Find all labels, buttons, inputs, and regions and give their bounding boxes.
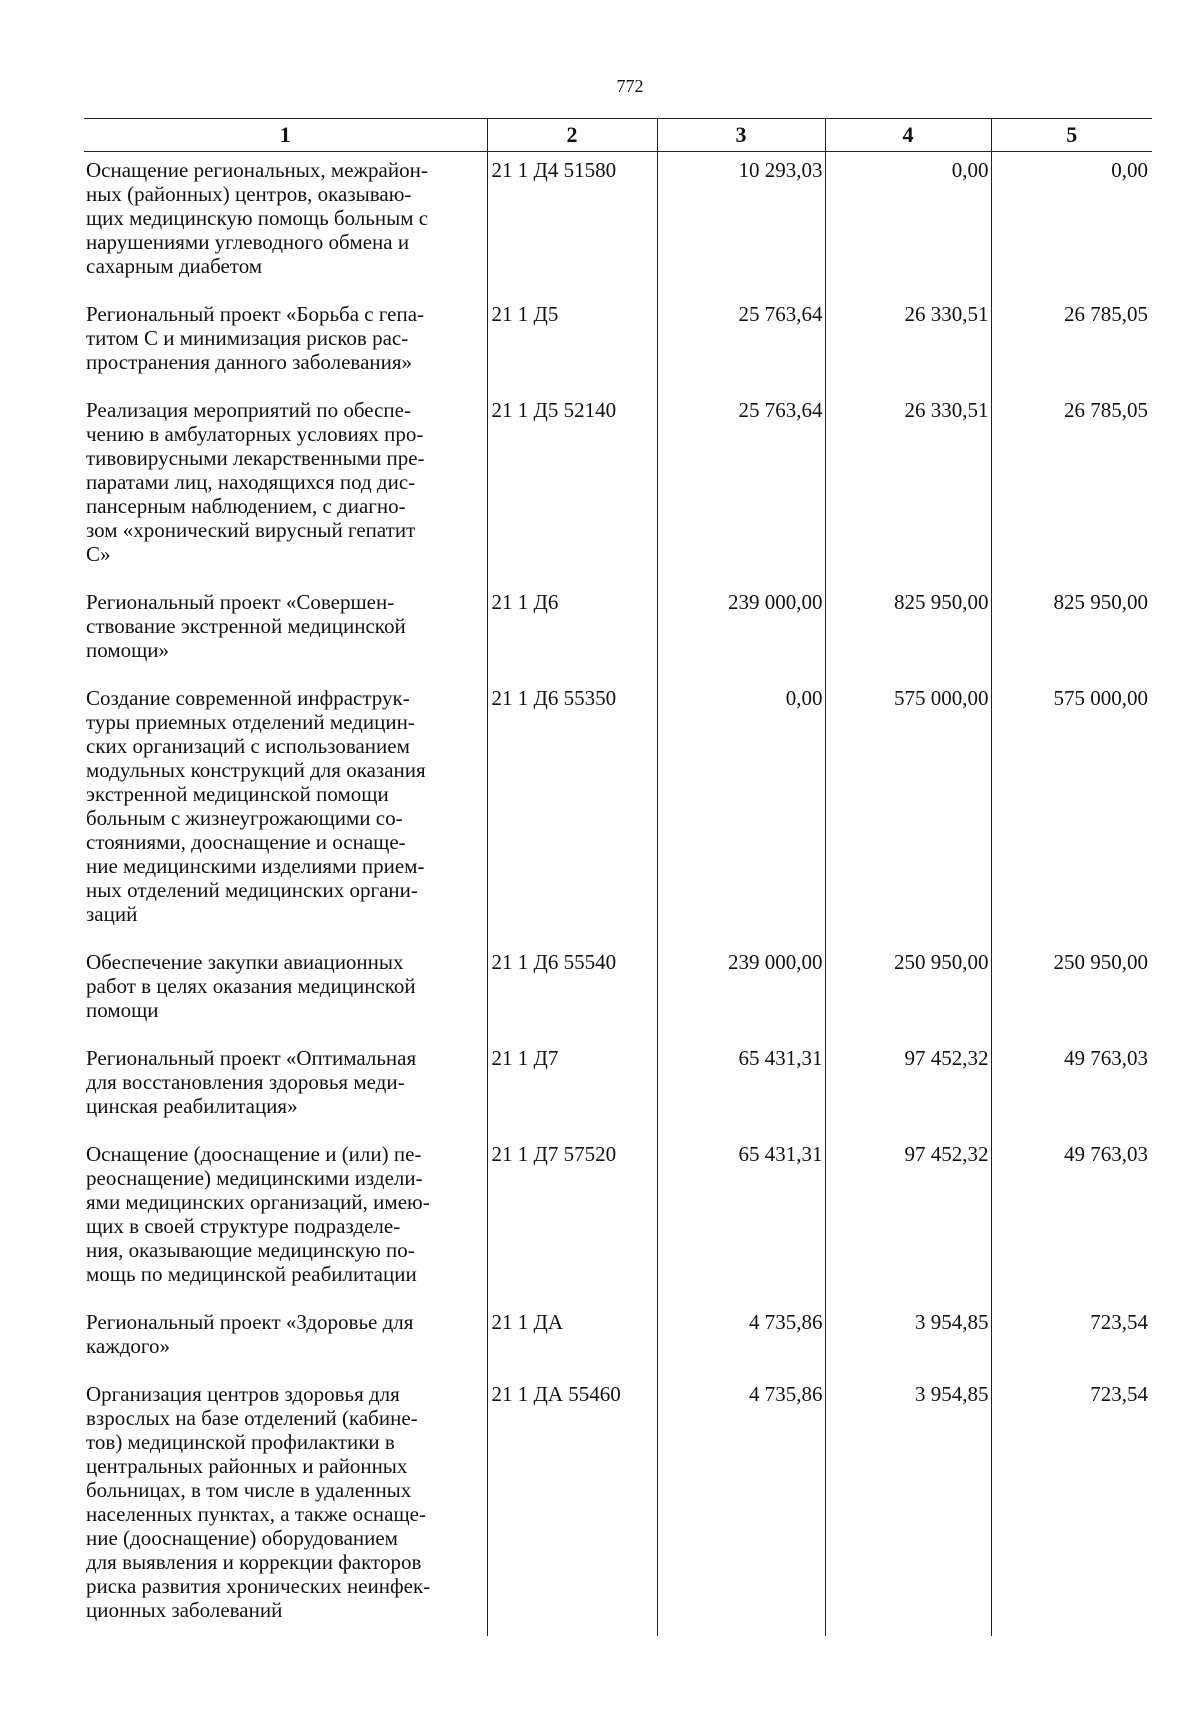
row-value-5: 575 000,00 [991, 680, 1152, 944]
table-body [84, 152, 1152, 1637]
row-name-line: для восстановления здоровья меди- [86, 1070, 405, 1094]
row-name [84, 944, 487, 1040]
table-row [84, 1304, 1152, 1376]
row-name-line: населенных пунктах, а также оснаще- [86, 1502, 426, 1526]
row-name-line: ние (дооснащение) оборудованием [86, 1526, 398, 1550]
row-name [84, 1376, 487, 1636]
row-name-line: помощи [86, 998, 159, 1022]
row-name-line: ния, оказывающие медицинскую по- [86, 1238, 415, 1262]
row-value-5: 250 950,00 [991, 944, 1152, 1040]
row-value-3: 10 293,03 [657, 152, 825, 297]
row-name-line: Обеспечение закупки авиационных [86, 950, 404, 974]
row-name-line: зом «хронический вирусный гепатит [86, 518, 416, 542]
row-value-5: 825 950,00 [991, 584, 1152, 680]
row-name-line: больным с жизнеугрожающими со- [86, 806, 403, 830]
row-code: 21 1 Д5 52140 [487, 392, 657, 584]
row-name-line: ями медицинских организаций, имею- [86, 1190, 430, 1214]
row-name-line: щих в своей структуре подразделе- [86, 1214, 401, 1238]
table-row [84, 584, 1152, 680]
row-value-3: 239 000,00 [657, 944, 825, 1040]
table-row [84, 1136, 1152, 1304]
row-value-5: 26 785,05 [991, 296, 1152, 392]
row-code: 21 1 Д7 57520 [487, 1136, 657, 1304]
row-code: 21 1 ДА [487, 1304, 657, 1376]
row-name-line: заций [86, 902, 138, 926]
row-code: 21 1 Д7 [487, 1040, 657, 1136]
row-name [84, 296, 487, 392]
row-name-line: Региональный проект «Совершен- [86, 590, 395, 614]
row-name-line: мощь по медицинской реабилитации [86, 1262, 417, 1286]
page-number: 772 [616, 76, 644, 96]
row-name-line: больницах, в том числе в удаленных [86, 1478, 412, 1502]
row-name [84, 1040, 487, 1136]
row-value-3: 65 431,31 [657, 1136, 825, 1304]
row-value-5: 723,54 [991, 1304, 1152, 1376]
row-name-line: нарушениями углеводного обмена и [86, 230, 410, 254]
budget-table [84, 118, 1152, 1636]
row-code: 21 1 Д6 55540 [487, 944, 657, 1040]
row-name-line: центральных районных и районных [86, 1454, 408, 1478]
header-col-1: 1 [84, 119, 487, 152]
row-name-line: щих медицинскую помощь больным с [86, 206, 429, 230]
table-row [84, 152, 1152, 297]
table-row [84, 944, 1152, 1040]
row-code: 21 1 ДА 55460 [487, 1376, 657, 1636]
row-name-line: пространения данного заболевания» [86, 350, 413, 374]
table-row [84, 296, 1152, 392]
row-name-line: для выявления и коррекции факторов [86, 1550, 422, 1574]
row-value-3: 25 763,64 [657, 296, 825, 392]
row-name [84, 680, 487, 944]
row-name-line: Региональный проект «Борьба с гепа- [86, 302, 425, 326]
table-row [84, 392, 1152, 584]
header-row [84, 119, 1152, 152]
table-row [84, 1040, 1152, 1136]
row-value-3: 239 000,00 [657, 584, 825, 680]
row-name-line: чению в амбулаторных условиях про- [86, 422, 424, 446]
row-name-line: цинская реабилитация» [86, 1094, 298, 1118]
row-code: 21 1 Д6 [487, 584, 657, 680]
row-value-4: 250 950,00 [825, 944, 991, 1040]
row-name-line: С» [86, 542, 111, 566]
row-name-line: реоснащение) медицинскими издели- [86, 1166, 423, 1190]
row-value-5: 0,00 [991, 152, 1152, 297]
row-name-line: Создание современной инфраструк- [86, 686, 410, 710]
row-name-line: ствование экстренной медицинской [86, 614, 406, 638]
row-name-line: ских организаций с использованием [86, 734, 410, 758]
row-value-5: 723,54 [991, 1376, 1152, 1636]
row-value-3: 4 735,86 [657, 1304, 825, 1376]
row-value-4: 575 000,00 [825, 680, 991, 944]
row-name-line: туры приемных отделений медицин- [86, 710, 415, 734]
row-name-line: риска развития хронических неинфек- [86, 1574, 431, 1598]
row-name-line: стояниями, дооснащение и оснаще- [86, 830, 406, 854]
header-col-5: 5 [991, 119, 1152, 152]
row-value-4: 3 954,85 [825, 1376, 991, 1636]
row-name-line: тов) медицинской профилактики в [86, 1430, 395, 1454]
row-name-line: Оснащение (дооснащение и (или) пе- [86, 1142, 422, 1166]
row-name [84, 1136, 487, 1304]
row-name-line: каждого» [86, 1334, 170, 1358]
row-name-line: титом С и минимизация рисков рас- [86, 326, 409, 350]
row-value-3: 25 763,64 [657, 392, 825, 584]
header-col-2: 2 [487, 119, 657, 152]
row-name-line: ных отделений медицинских органи- [86, 878, 418, 902]
row-name-line: ных (районных) центров, оказываю- [86, 182, 412, 206]
row-name [84, 584, 487, 680]
header-col-4: 4 [825, 119, 991, 152]
row-name [84, 152, 487, 297]
row-name-line: тивовирусными лекарственными пре- [86, 446, 425, 470]
row-value-4: 3 954,85 [825, 1304, 991, 1376]
row-value-4: 97 452,32 [825, 1136, 991, 1304]
row-value-5: 26 785,05 [991, 392, 1152, 584]
row-code: 21 1 Д4 51580 [487, 152, 657, 297]
row-name-line: ние медицинскими изделиями прием- [86, 854, 425, 878]
row-value-4: 26 330,51 [825, 392, 991, 584]
row-name-line: помощи» [86, 638, 170, 662]
row-name-line: Организация центров здоровья для [86, 1382, 400, 1406]
row-name-line: пансерным наблюдением, с диагно- [86, 494, 406, 518]
row-name-line: Реализация мероприятий по обеспе- [86, 398, 411, 422]
row-value-3: 65 431,31 [657, 1040, 825, 1136]
row-name [84, 1304, 487, 1376]
row-code: 21 1 Д5 [487, 296, 657, 392]
row-value-5: 49 763,03 [991, 1136, 1152, 1304]
row-name-line: Региональный проект «Здоровье для [86, 1310, 414, 1334]
row-name-line: экстренной медицинской помощи [86, 782, 389, 806]
row-value-4: 825 950,00 [825, 584, 991, 680]
row-value-4: 97 452,32 [825, 1040, 991, 1136]
row-name-line: взрослых на базе отделений (кабине- [86, 1406, 418, 1430]
table-row [84, 680, 1152, 944]
row-value-3: 4 735,86 [657, 1376, 825, 1636]
row-name-line: модульных конструкций для оказания [86, 758, 426, 782]
row-name [84, 392, 487, 584]
row-name-line: паратами лиц, находящихся под дис- [86, 470, 416, 494]
row-value-4: 26 330,51 [825, 296, 991, 392]
row-name-line: работ в целях оказания медицинской [86, 974, 416, 998]
row-value-5: 49 763,03 [991, 1040, 1152, 1136]
row-value-4: 0,00 [825, 152, 991, 297]
table-row [84, 1376, 1152, 1636]
row-code: 21 1 Д6 55350 [487, 680, 657, 944]
row-name-line: сахарным диабетом [86, 254, 263, 278]
row-name-line: ционных заболеваний [86, 1598, 283, 1622]
row-name-line: Оснащение региональных, межрайон- [86, 158, 428, 182]
header-col-3: 3 [657, 119, 825, 152]
row-value-3: 0,00 [657, 680, 825, 944]
row-name-line: Региональный проект «Оптимальная [86, 1046, 417, 1070]
